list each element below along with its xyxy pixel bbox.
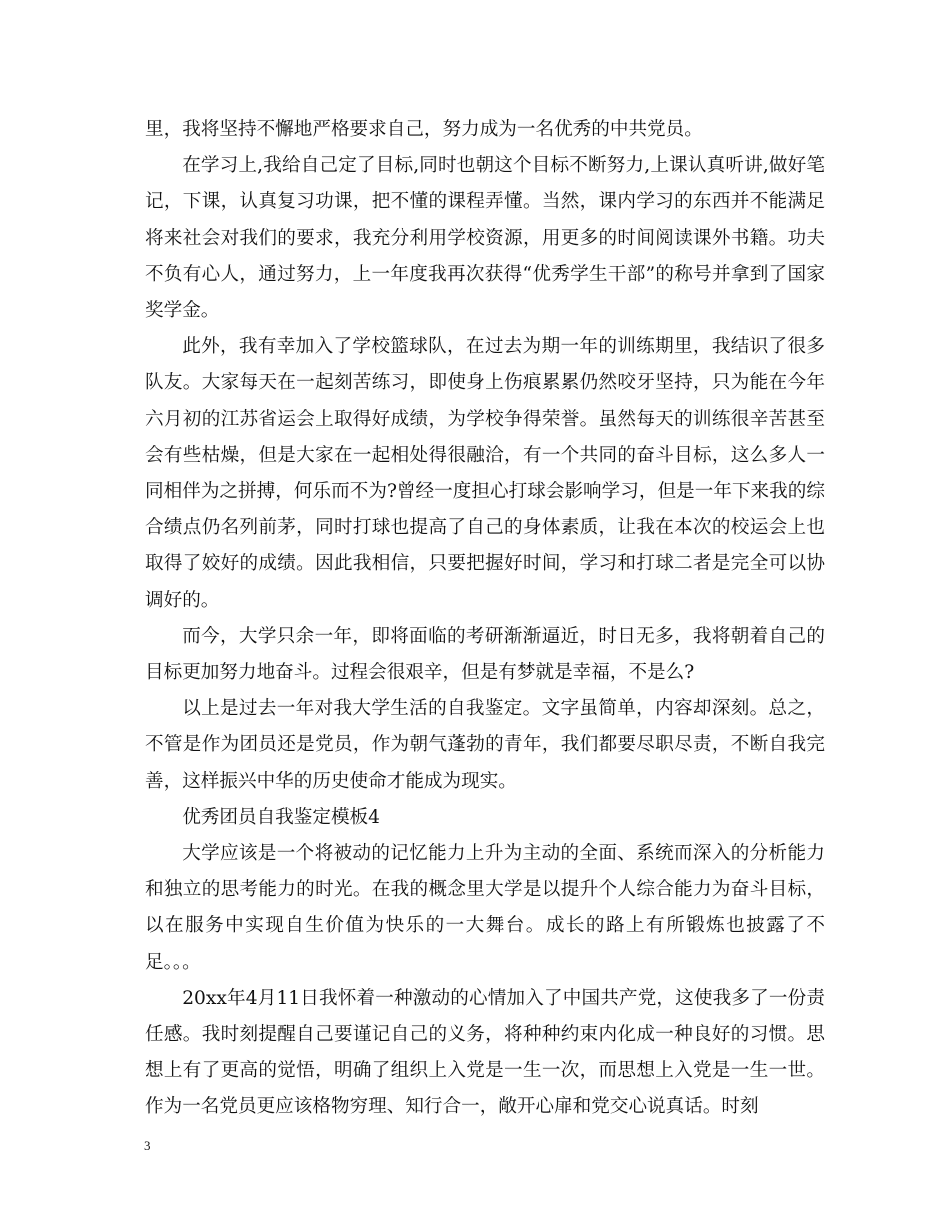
section-title: 优秀团员自我鉴定模板4 [182,806,380,828]
paragraph-study: 在学习上,我给自己定了目标,同时也朝这个目标不断努力,上课认真听讲,做好笔记，下课，认真复习功课，把不懂的课程弄懂。当然，课内学习的东西并不能满足将来社会对我们的要求，我充分利用学校资源，用更多的时间阅读课外书籍。功夫不负有心人，通过努力，上一年度我再次获得“优秀学生干部”的称号并拿到了国家奖学金。 [145,155,825,322]
page-number: 3 [144,1138,151,1153]
paragraph-future: 而今，大学只余一年，即将面临的考研渐渐逼近，时日无多，我将朝着自己的目标更加努力地奋斗。过程会很艰辛，但是有梦就是幸福，不是么? [145,625,825,684]
paragraph-basketball: 此外，我有幸加入了学校篮球队，在过去为期一年的训练期里，我结识了很多队友。大家每天在一起刻苦练习，即使身上伤痕累累仍然咬牙坚持，只为能在今年六月初的江苏省运会上取得好成绩，为学校争得荣誉。虽然每天的训练很辛苦甚至会有些枯燥，但是大家在一起相处得很融洽，有一个共同的奋斗目标，这么多人一同相伴为之拼搏，何乐而不为?曾经一度担心打球会影响学习，但是一年下来我的综合绩点仍名列前茅，同时打球也提高了自己的身体素质，让我在本次的校运会上也取得了姣好的成绩。因此我相信，只要把握好时间，学习和打球二者是完全可以协调好的。 [145,336,825,611]
paragraph-university: 大学应该是一个将被动的记忆能力上升为主动的全面、系统而深入的分析能力和独立的思考能力的时光。在我的概念里大学是以提升个人综合能力为奋斗目标，以在服务中实现自生价值为快乐的一大舞台。成长的路上有所锻炼也披露了不足。。。 [145,843,825,973]
document-body [145,112,825,1126]
paragraph-summary: 以上是过去一年对我大学生活的自我鉴定。文字虽简单，内容却深刻。总之，不管是作为团员还是党员，作为朝气蓬勃的青年，我们都要尽职尽责，不断自我完善，这样振兴中华的历史使命才能成为现实。 [145,698,825,792]
paragraph-party: 20xx年4月11日我怀着一种激动的心情加入了中国共产党，这使我多了一份责任感。我时刻提醒自己要谨记自己的义务，将种种约束内化成一种良好的习惯。思想上有了更高的觉悟，明确了组织上入党是一生一次，而思想上入党是一生一世。作为一名党员更应该格物穷理、知行合一，敞开心扉和党交心说真话。时刻 [145,987,825,1118]
paragraph-continuation: 里，我将坚持不懈地严格要求自己，努力成为一名优秀的中共党员。 [145,119,703,140]
